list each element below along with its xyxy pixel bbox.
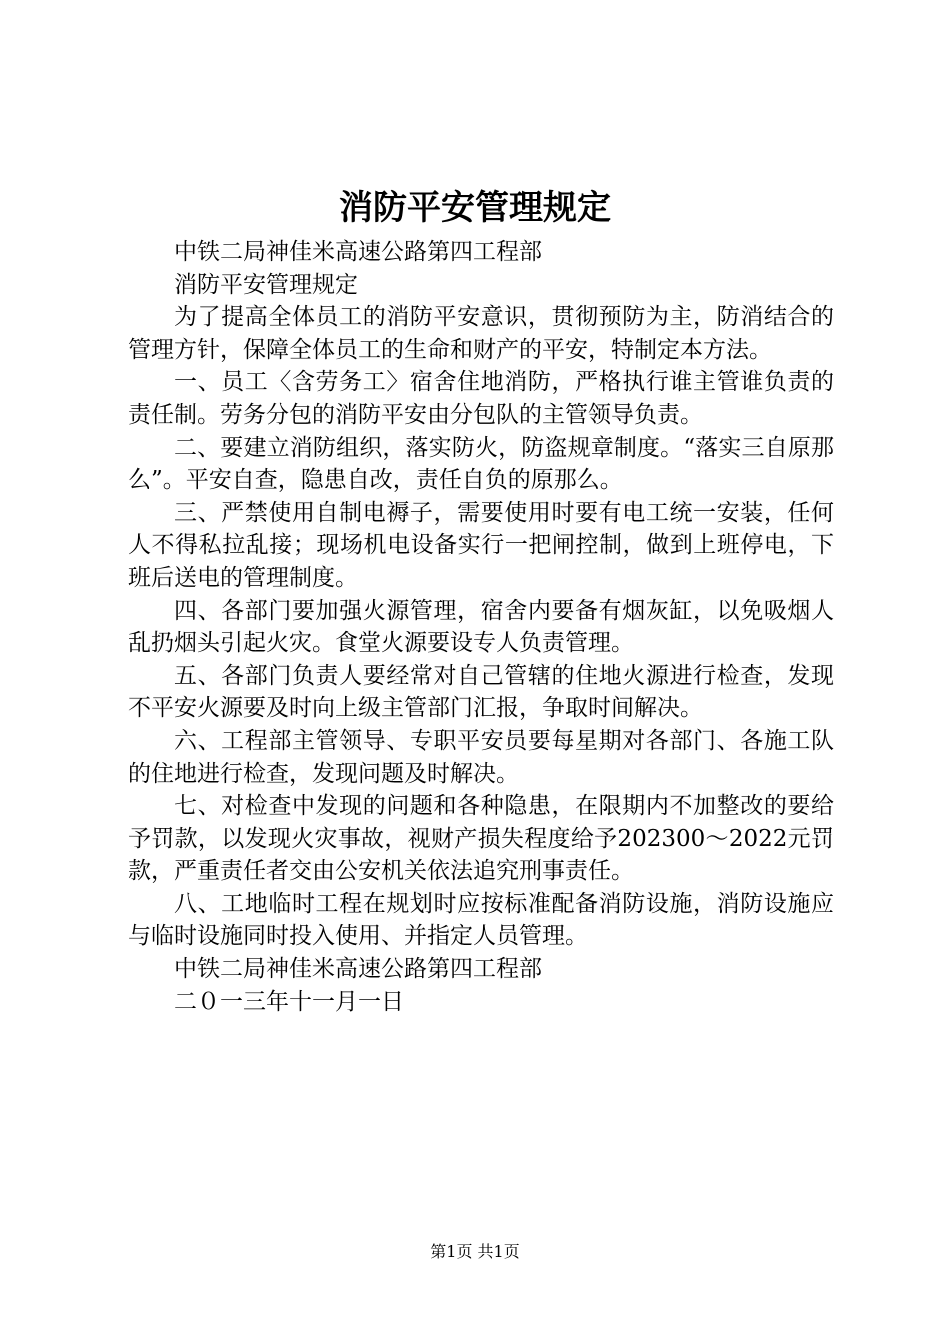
regulation-subtitle: 消防平安管理规定 xyxy=(174,271,358,298)
document-body xyxy=(128,236,834,1018)
clause-1: 一、员工〈含劳务工〉宿舍住地消防，严格执行谁主管谁负责的责任制。劳务分包的消防平安由分包队的主管领导负责。 xyxy=(128,369,834,428)
clause-2: 二、要建立消防组织，落实防火，防盗规章制度。“落实三自原那么”。平安自查，隐患自改，责任自负的原那么。 xyxy=(128,434,834,494)
clause-6: 六、工程部主管领导、专职平安员要每星期对各部门、各施工队的住地进行检查，发现问题及时解决。 xyxy=(128,727,834,787)
signature-date: 二０一三年十一月一日 xyxy=(174,988,404,1015)
signature-org: 中铁二局神佳米高速公路第四工程部 xyxy=(174,956,542,983)
clause-4: 四、各部门要加强火源管理，宿舍内要备有烟灰缸，以免吸烟人乱扔烟头引起火灾。食堂火源要设专人负责管理。 xyxy=(128,597,834,657)
clause-5: 五、各部门负责人要经常对自己管辖的住地火源进行检查，发现不平安火源要及时向上级主管部门汇报，争取时间解决。 xyxy=(128,662,834,722)
page-footer: 第1页 共1页 xyxy=(430,1242,520,1261)
clause-8: 八、工地临时工程在规划时应按标准配备消防设施，消防设施应与临时设施同时投入使用、并指定人员管理。 xyxy=(128,890,834,950)
clause-7: 七、对检查中发现的问题和各种隐患，在限期内不加整改的要给予罚款，以发现火灾事故，视财产损失程度给予202300～2022元罚款，严重责任者交由公安机关依法追究刑事责任。 xyxy=(128,793,834,885)
org-name: 中铁二局神佳米高速公路第四工程部 xyxy=(174,239,542,265)
intro-paragraph: 为了提高全体员工的消防平安意识，贯彻预防为主，防消结合的管理方针，保障全体员工的生命和财产的平安，特制定本方法。 xyxy=(128,304,834,363)
clause-3: 三、严禁使用自制电褥子，需要使用时要有电工统一安装，任何人不得私拉乱接；现场机电设备实行一把闸控制，做到上班停电，下班后送电的管理制度。 xyxy=(128,499,834,591)
document-title: 消防平安管理规定 xyxy=(339,188,611,228)
